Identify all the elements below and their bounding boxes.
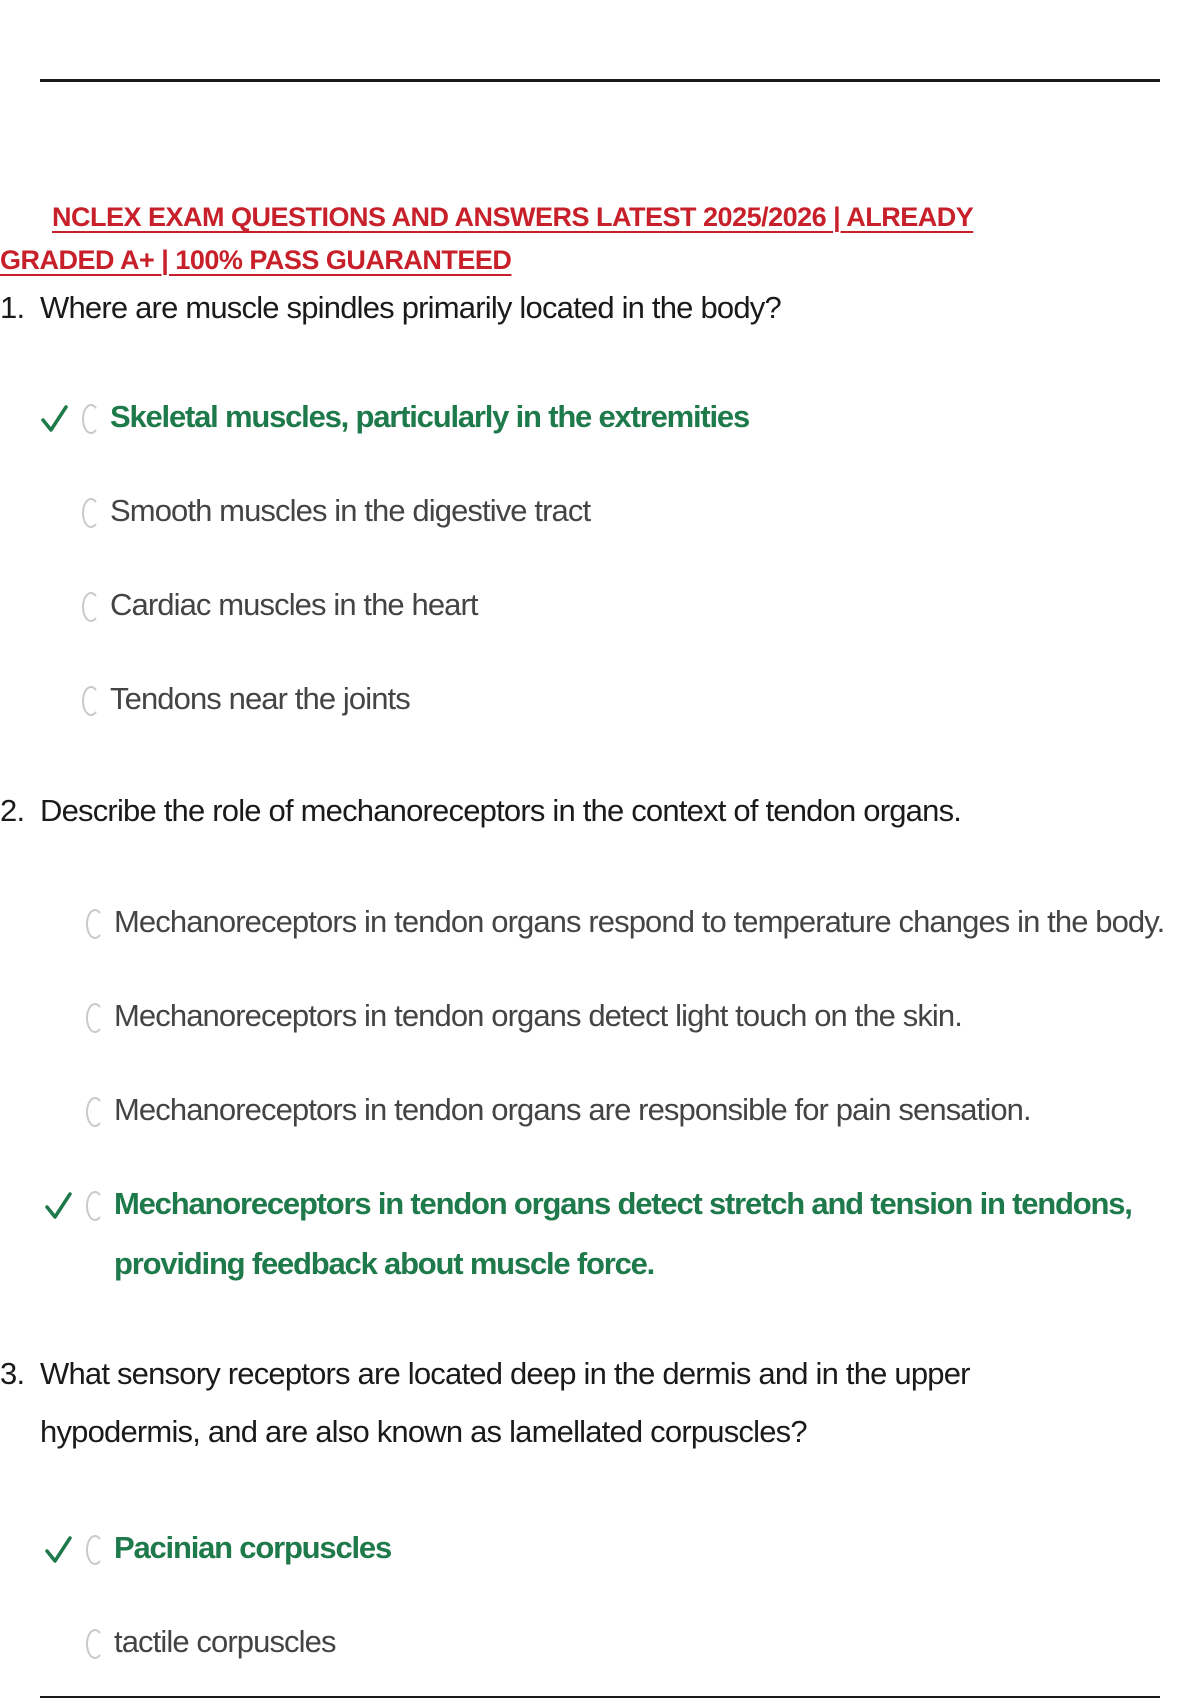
question-number: 2. [0, 793, 25, 828]
radio-button-icon[interactable] [86, 1629, 104, 1659]
radio-button-icon[interactable] [82, 592, 100, 622]
answer-option[interactable] [82, 481, 590, 541]
question-3 [0, 1345, 1100, 1461]
answer-option[interactable] [86, 986, 962, 1046]
checkmark-icon [44, 1518, 74, 1578]
radio-button-icon[interactable] [82, 686, 100, 716]
question-text: Describe the role of mechanoreceptors in the context of tendon organs. [40, 793, 962, 828]
option-text: Mechanoreceptors in tendon organs are responsible for pain sensation. [114, 1092, 1031, 1127]
answer-option-correct[interactable] [82, 387, 749, 447]
question-text: Where are muscle spindles primarily located in the body? [40, 290, 781, 325]
question-text: What sensory receptors are located deep in the dermis and in the upper hypodermis, and are also known as lamellated corpuscles? [40, 1356, 970, 1449]
answer-option-correct[interactable] [86, 1174, 1136, 1294]
question-2 [0, 782, 1100, 840]
answer-option[interactable] [86, 1080, 1031, 1140]
answer-option[interactable] [86, 1612, 336, 1672]
checkmark-icon [40, 387, 70, 447]
answer-option[interactable] [82, 669, 410, 729]
document-title: NCLEX EXAM QUESTIONS AND ANSWERS LATEST 2025/2026 | ALREADY GRADED A+ | 100% PASS GUARANTEED [0, 202, 974, 275]
radio-button-icon[interactable] [82, 498, 100, 528]
radio-button-icon[interactable] [86, 1097, 104, 1127]
question-number: 1. [0, 290, 25, 325]
radio-button-icon[interactable] [82, 404, 100, 434]
footer-divider [40, 1696, 1160, 1698]
option-text: Mechanoreceptors in tendon organs respond to temperature changes in the body. [114, 904, 1165, 939]
checkmark-icon [44, 1174, 74, 1234]
answer-option[interactable] [86, 892, 1164, 952]
option-text: tactile corpuscles [114, 1624, 336, 1659]
option-text: Mechanoreceptors in tendon organs detect stretch and tension in tendons, providing feedback about muscle force. [114, 1186, 1132, 1281]
question-number: 3. [0, 1356, 25, 1391]
answer-option-correct[interactable] [86, 1518, 391, 1578]
option-text: Skeletal muscles, particularly in the extremities [110, 399, 750, 434]
radio-button-icon[interactable] [86, 1003, 104, 1033]
option-text: Mechanoreceptors in tendon organs detect light touch on the skin. [114, 998, 962, 1033]
radio-button-icon[interactable] [86, 1535, 104, 1565]
option-text: Smooth muscles in the digestive tract [110, 493, 591, 528]
header-divider [40, 79, 1160, 82]
option-text: Pacinian corpuscles [114, 1530, 391, 1565]
option-text: Tendons near the joints [110, 681, 410, 716]
option-text: Cardiac muscles in the heart [110, 587, 478, 622]
answer-option[interactable] [82, 575, 478, 635]
radio-button-icon[interactable] [86, 1191, 104, 1221]
question-1 [0, 279, 1100, 337]
radio-button-icon[interactable] [86, 909, 104, 939]
